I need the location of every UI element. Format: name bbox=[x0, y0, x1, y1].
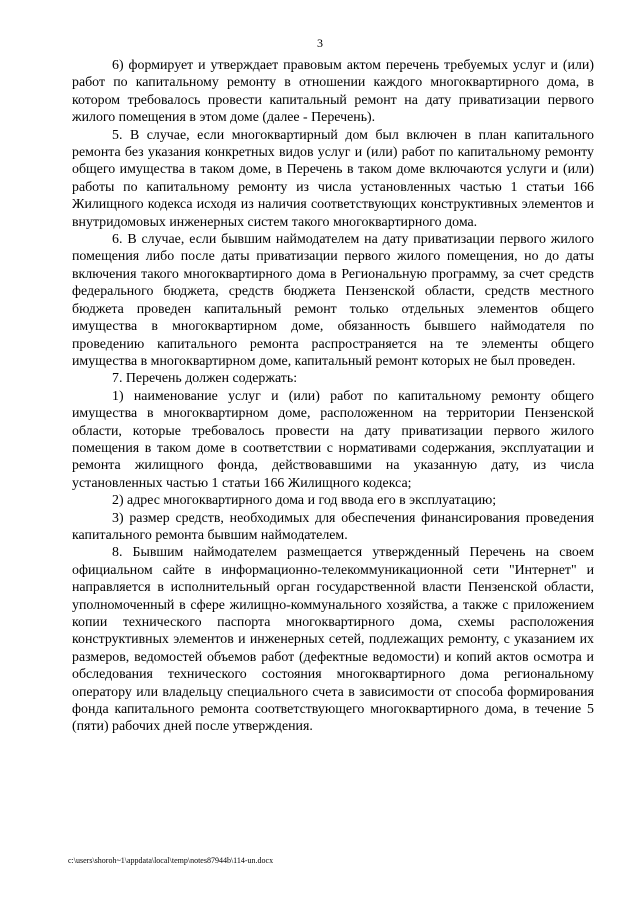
paragraph-clause-7-item-1: 1) наименование услуг и (или) работ по капитальному ремонту общего имущества в многоквартирном доме, расположенном на территории Пензенской области, которые требовалось провести на дату приватизации первого жилого помещения в таком доме в соответствии с нормативами содержания, эксплуатации и ремонта жилищного фонда, действовавшими на указанную дату, из числа установленных частью 1 статьи 166 Жилищного кодекса; bbox=[72, 388, 594, 491]
document-body bbox=[72, 57, 594, 736]
paragraph-clause-7-item-2: 2) адрес многоквартирного дома и год ввода его в эксплуатацию; bbox=[112, 493, 497, 509]
footer-file-path: c:\users\shoroh~1\appdata\local\temp\notes87944b\114-un.docx bbox=[68, 856, 274, 865]
paragraph-clause-7-item-3: 3) размер средств, необходимых для обеспечения финансирования проведения капитального ремонта бывшим наймодателем. bbox=[72, 510, 594, 543]
paragraph-clause-7: 7. Перечень должен содержать: bbox=[112, 371, 298, 387]
paragraph-clause-5: 5. В случае, если многоквартирный дом был включен в план капитального ремонта без указания конкретных видов услуг и (или) работ по капитальному ремонту общего имущества в таком доме, в Перечень в таком доме включаются услуги и (или) работы по капитальному ремонту из числа установленных частью 1 статьи 166 Жилищного кодекса исходя из наличия соответствующих конструктивных элементов и внутридомовых инженерных систем такого многоквартирного дома. bbox=[72, 127, 594, 230]
page-number: 3 bbox=[317, 36, 323, 50]
paragraph-item-6-list: 6) формирует и утверждает правовым актом перечень требуемых услуг и (или) работ по капитальному ремонту в отношении каждого многоквартирного дома, в котором требовалось провести капитальный ремонт на дату приватизации первого жилого помещения в этом доме (далее - Перечень). bbox=[72, 58, 594, 126]
paragraph-clause-6: 6. В случае, если бывшим наймодателем на дату приватизации первого жилого помещения либо после даты приватизации первого жилого помещения, но до даты включения такого многоквартирного дома в Региональную программу, за счет средств федерального бюджета, средств бюджета Пензенской области, средств местного бюджета проведен капитальный ремонт только отдельных элементов общего имущества в многоквартирном доме, обязанность бывшего наймодателя по проведению капитального ремонта распространяется на те элементы общего имущества в многоквартирном доме, капитальный ремонт которых не был проведен. bbox=[72, 232, 594, 369]
paragraph-clause-8: 8. Бывшим наймодателем размещается утвержденный Перечень на своем официальном сайте в информационно-телекоммуникационной сети "Интернет" и направляется в исполнительный орган государственной власти Пензенской области, уполномоченный в сфере жилищно-коммунального хозяйства, а также с приложением копии технического паспорта многоквартирного дома, схемы расположения конструктивных элементов и инженерных сетей, подлежащих ремонту, с указанием их размеров, ведомостей объемов работ (дефектные ведомости) и копий актов осмотра и обследования технического состояния многоквартирного дома региональному оператору или владельцу специального счета в зависимости от способа формирования фонда капитального ремонта соответствующего многоквартирного дома, в течение 5 (пяти) рабочих дней после утверждения. bbox=[72, 545, 594, 735]
